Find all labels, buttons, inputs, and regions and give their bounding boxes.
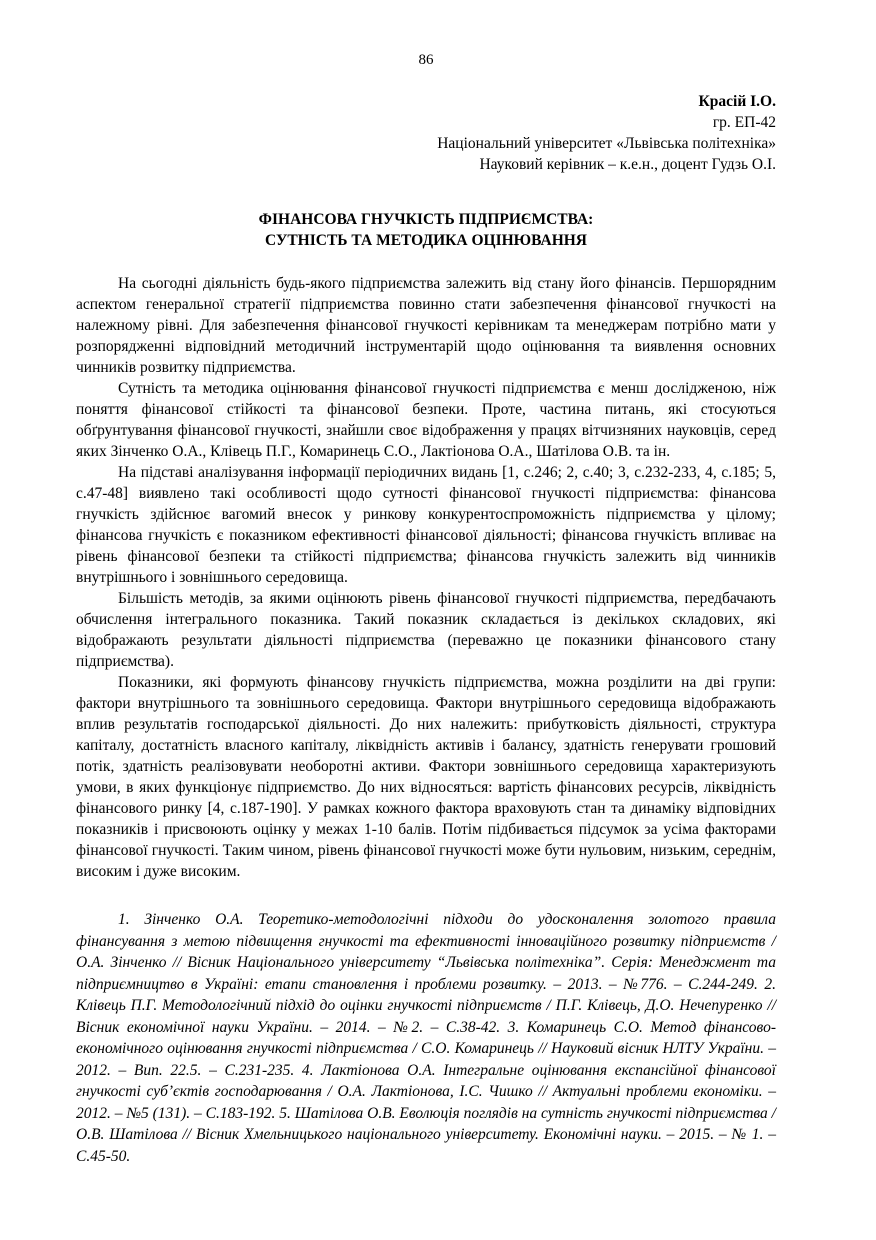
paper-title <box>76 209 776 251</box>
author-block <box>76 91 776 175</box>
paragraph: Показники, які формують фінансову гнучкість підприємства, можна розділити на дві групи: фактори внутрішнього та зовнішнього середовища. Фактори внутрішнього середовища відображають вплив результатів господарської діяльності. До них належить: прибутковість діяльності, структура капіталу, достатність власного капіталу, ліквідність активів і балансу, здатність генерувати грошовий потік, здатність реалізовувати необоротні активи. Фактори зовнішнього середовища характеризують умови, в яких функціонує підприємство. До них відносяться: вартість фінансових ресурсів, ліквідність фінансового ринку [4, с.187-190]. У рамках кожного фактора враховують стан та динаміку відповідних показників і присвоюють оцінку у межах 1-10 балів. Потім підбивається підсумок за усіма факторами фінансової гнучкості. Таким чином, рівень фінансової гнучкості може бути нульовим, низьким, середнім, високим і дуже високим. <box>76 674 776 880</box>
paragraph: На підставі аналізування інформації періодичних видань [1, с.246; 2, с.40; 3, с.232-233, 4, с.185; 5, с.47-48] виявлено такі особливості щодо сутності фінансової гнучкості підприємства: фінансова гнучкість здійснює вагомий внесок у ринкову конкурентоспроможність підприємства у цілому; фінансова гнучкість є показником ефективності фінансової діяльності; фінансова гнучкість впливає на рівень фінансової безпеки та стійкості підприємства; фінансова гнучкість залежить від чинників внутрішнього і зовнішнього середовища. <box>76 464 776 586</box>
paragraph: Сутність та методика оцінювання фінансової гнучкості підприємства є менш дослідженою, ніж поняття фінансової стійкості та фінансової безпеки. Проте, частина питань, які стосуються обґрунтування фінансової гнучкості, знайшли своє відображення у працях вітчизняних науковців, серед яких Зінченко О.А., Клівець П.Г., Комаринець С.О., Лактіонова О.А., Шатілова О.В. та ін. <box>76 380 776 460</box>
page-number: 86 <box>418 52 434 68</box>
author-group: гр. ЕП-42 <box>712 114 776 131</box>
paragraph: Більшість методів, за якими оцінюють рівень фінансової гнучкості підприємства, передбачають обчислення інтегрального показника. Такий показник складається із декількох складових, які відображають результати діяльності підприємства (переважно це показники фінансового стану підприємства). <box>76 590 776 670</box>
references-list: 1. Зінченко О.А. Теоретико-методологічні підходи до удосконалення золотого правила фінансування з метою підвищення гнучкості та ефективності інноваційного розвитку підприємств / О.А. Зінченко // Вісник Національного університету “Львівська політехніка”. Серія: Менеджмент та підприємництво в Україні: етапи становлення і проблеми розвитку. – 2013. – №776. – С.244-249. 2. Клівець П.Г. Методологічний підхід до оцінки гнучкості підприємств / П.Г. Клівець, Д.О. Нечепуренко // Вісник економічної науки України. – 2014. – №2. – С.38-42. 3. Комаринець С.О. Метод фінансово-економічного оцінювання гнучкості підприємства / С.О. Комаринець // Науковий вісник НЛТУ України. – 2012. – Вип. 22.5. – С.231-235. 4. Лактіонова О.А. Інтегральне оцінювання експансійної фінансової гнучкості суб’єктів господарювання / О.А. Лактіонова, І.С. Чишко // Актуальні проблеми економіки. – 2012. – №5 (131). – С.183-192. 5. Шатілова О.В. Еволюція поглядів на сутність гнучкості підприємства / О.В. Шатілова // Вісник Хмельницького національного університету. Економічні науки. – 2015. – № 1. – С.45-50. <box>76 911 776 1165</box>
title-line-1: ФІНАНСОВА ГНУЧКІСТЬ ПІДПРИЄМСТВА: <box>258 211 594 228</box>
title-line-2: СУТНІСТЬ ТА МЕТОДИКА ОЦІНЮВАННЯ <box>264 232 587 249</box>
author-name: Красій І.О. <box>698 93 776 110</box>
body-text <box>76 273 776 882</box>
paragraph: На сьогодні діяльність будь-якого підприємства залежить від стану його фінансів. Першорядним аспектом генеральної стратегії підприємства повинно стати забезпечення фінансової гнучкості на належному рівні. Для забезпечення фінансової гнучкості керівникам та менеджерам потрібно мати у розпорядженні відповідний методичний інструментарій щодо оцінювання та виявлення основних чинників розвитку підприємства. <box>76 275 776 376</box>
author-university: Національний університет «Львівська політехніка» <box>437 135 776 152</box>
author-supervisor: Науковий керівник – к.е.н., доцент Гудзь О.І. <box>479 156 776 173</box>
